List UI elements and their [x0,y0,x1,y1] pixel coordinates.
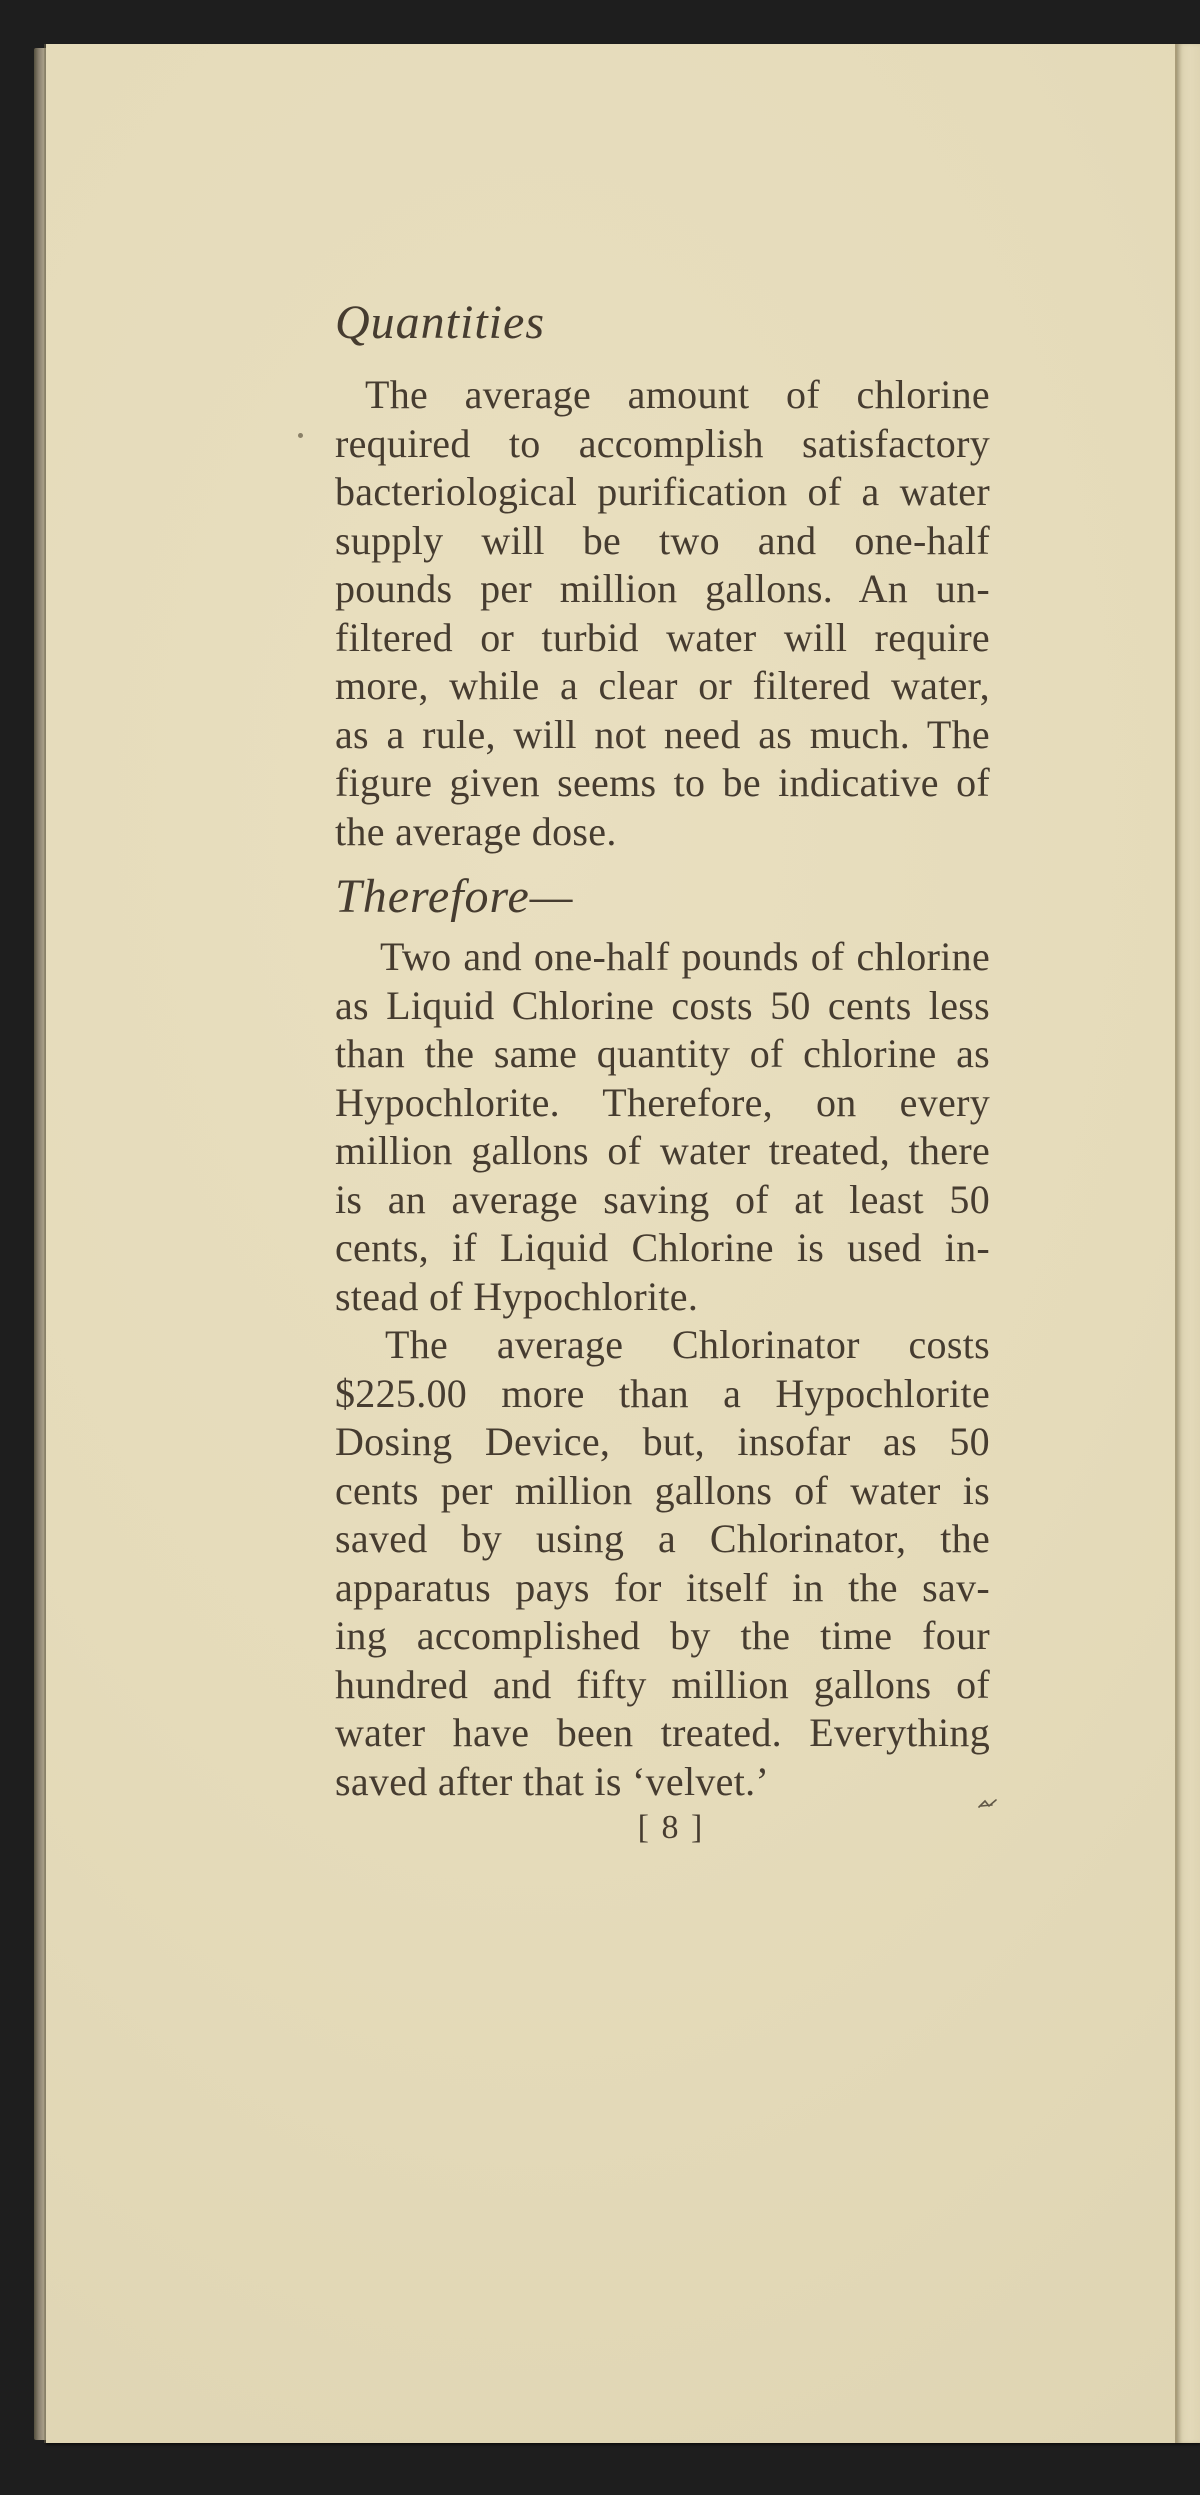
paragraph-therefore-2 [335,1321,990,1806]
section-heading-therefore: Therefore— [335,870,574,923]
section-heading-quantities: Quantities [335,296,545,349]
text-line: pounds per million gallons. An un- [335,566,990,611]
text-line: stead of Hypochlorite. [335,1273,699,1319]
pencil-mark [978,1797,998,1811]
text-line: $225.00 more than a Hypochlorite [335,1370,990,1416]
paragraph-quantities [335,371,990,856]
text-line: The average amount of chlorine [365,372,990,417]
text-line: more, while a clear or filtered water, [335,663,990,708]
text-line: the average dose. [335,808,617,854]
paper-speck [298,433,303,438]
text-line: Dosing Device, but, insofar as 50 [335,1419,990,1464]
text-line: supply will be two and one-half [335,517,990,563]
text-line: ing accomplished by the time four [335,1613,990,1658]
text-line: saved after that is ‘velvet.’ [335,1758,770,1804]
text-line: hundred and fifty million gallons of [335,1661,990,1707]
text-line: is an average saving of at least 50 [335,1176,990,1222]
text-line: as a rule, will not need as much. The [335,711,990,757]
page-number: [ 8 ] [637,1809,705,1846]
text-line: apparatus pays for itself in the sav- [335,1564,990,1610]
text-block [335,296,990,1850]
text-line: bacteriological purification of a water [335,469,990,514]
text-line: water have been treated. Everything [335,1710,990,1755]
text-line: cents per million gallons of water is [335,1467,990,1513]
text-line: figure given seems to be indicative of [335,760,990,805]
text-line: Hypochlorite. Therefore, on every [335,1079,990,1125]
text-line: filtered or turbid water will require [335,614,990,660]
paragraph-therefore-1 [335,933,990,1321]
text-line: Two and one-half pounds of chlorine [380,934,990,979]
text-line: than the same quantity of chlorine as [335,1031,990,1076]
text-line: The average Chlorinator costs [385,1322,990,1367]
text-line: required to accomplish satisfactory [335,420,990,466]
page-fore-edge [1175,44,1200,2443]
text-line: as Liquid Chlorine costs 50 cents less [335,982,990,1028]
book-page [46,44,1200,2443]
text-line: million gallons of water treated, there [335,1128,990,1173]
text-line: cents, if Liquid Chlorine is used in- [335,1225,990,1270]
text-line: saved by using a Chlorinator, the [335,1516,990,1561]
